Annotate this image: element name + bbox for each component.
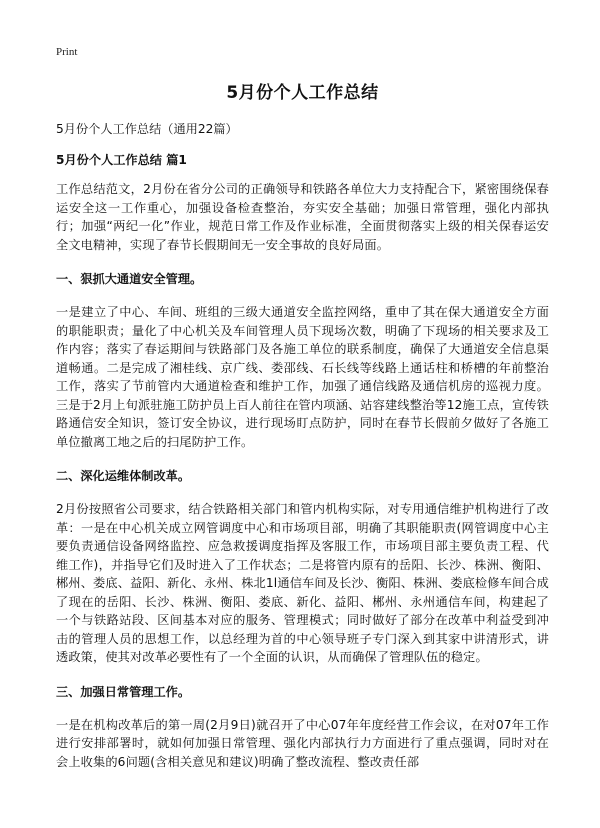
document-page <box>56 78 549 771</box>
page-title: 5月份个人工作总结 <box>226 83 379 103</box>
section-body-1: 一是建立了中心、车间、班组的三级大通道安全监控网络，重申了其在保大通道安全方面的职能职责；量化了中心机关及车间管理人员下现场次数，明确了下现场的相关要求及工作内容；落实了春运期间与铁路部门及各施工单位的联系制度，确保了大通道安全信息渠道畅通。二是完成了湘桂线、京广线、娄邵线、石长线等线路上通话柱和桥槽的年前整治工作，落实了节前管内大通道检查和维护工作，加强了通信线路及通信机房的巡视力度。三是于2月上旬派驻施工防护员上百人前往在管内项涵、站容建线整治等12施工点，宣传铁路通信安全知识，签订安全协议，进行现场盯点防护，同时在春节长假前夕做好了各施工单位撤离工地之后的扫尾防护工作。 <box>56 305 549 449</box>
section-heading-2: 二、深化运维体制改革。 <box>56 469 191 483</box>
print-link[interactable]: Print <box>56 46 78 58</box>
section-heading-3: 三、加强日常管理工作。 <box>56 684 191 699</box>
section-body-2: 2月份按照省公司要求，结合铁路相关部门和管内机构实际，对专用通信维护机构进行了改革：一是在中心机关成立网管调度中心和市场项目部，明确了其职能职责(网管调度中心主要负责通信设备网络监控、应急救援调度指挥及客服工作，市场项目部主要负责工程、代维工作)，并指导它们及时进入了工作状态；二是将管内原有的岳阳、长沙、株洲、衡阳、郴州、娄底、益阳、新化、永州、株北1l通信车间及长沙、衡阳、株洲、娄底检修车间合成了现在的岳阳、长沙、株洲、衡阳、娄底、新化、益阳、郴州、永州通信车间，构建起了一个与铁路站段、区间基本对应的服务、管理模式；同时做好了部分在改革中利益受到冲击的管理人员的思想工作，以总经理为首的中心领导班子专门深入到其家中讲清形式，讲透政策，使其对改革必要性有了一个全面的认识，从而确保了管理队伍的稳定。 <box>56 502 549 664</box>
document-subtitle: 5月份个人工作总结（通用22篇） <box>56 122 238 136</box>
article-heading: 5月份个人工作总结 篇1 <box>56 153 187 167</box>
section-body-3: 一是在机构改革后的第一周(2月9日)就召开了中心07年年度经营工作会议，在对07年工作进行安排部署时，就如何加强日常管理、强化内部执行力方面进行了重点强调，同时对在会上收集的6问题(含相关意见和建议)明确了整改流程、整改责任部 <box>56 717 549 769</box>
section-heading-1: 一、狠抓大通道安全管理。 <box>56 272 203 286</box>
intro-paragraph: 工作总结范文，2月份在省分公司的正确领导和铁路各单位大力支持配合下，紧密围绕保春运安全这一工作重心，加强设备检查整治，夯实安全基础；加强日常管理，强化内部执行；加强“两纪一化”作业，规范日常工作及作业标准，全面贯彻落实上级的相关保春运安全文电精神，实现了春节长假期间无一安全事故的良好局面。 <box>56 182 549 252</box>
